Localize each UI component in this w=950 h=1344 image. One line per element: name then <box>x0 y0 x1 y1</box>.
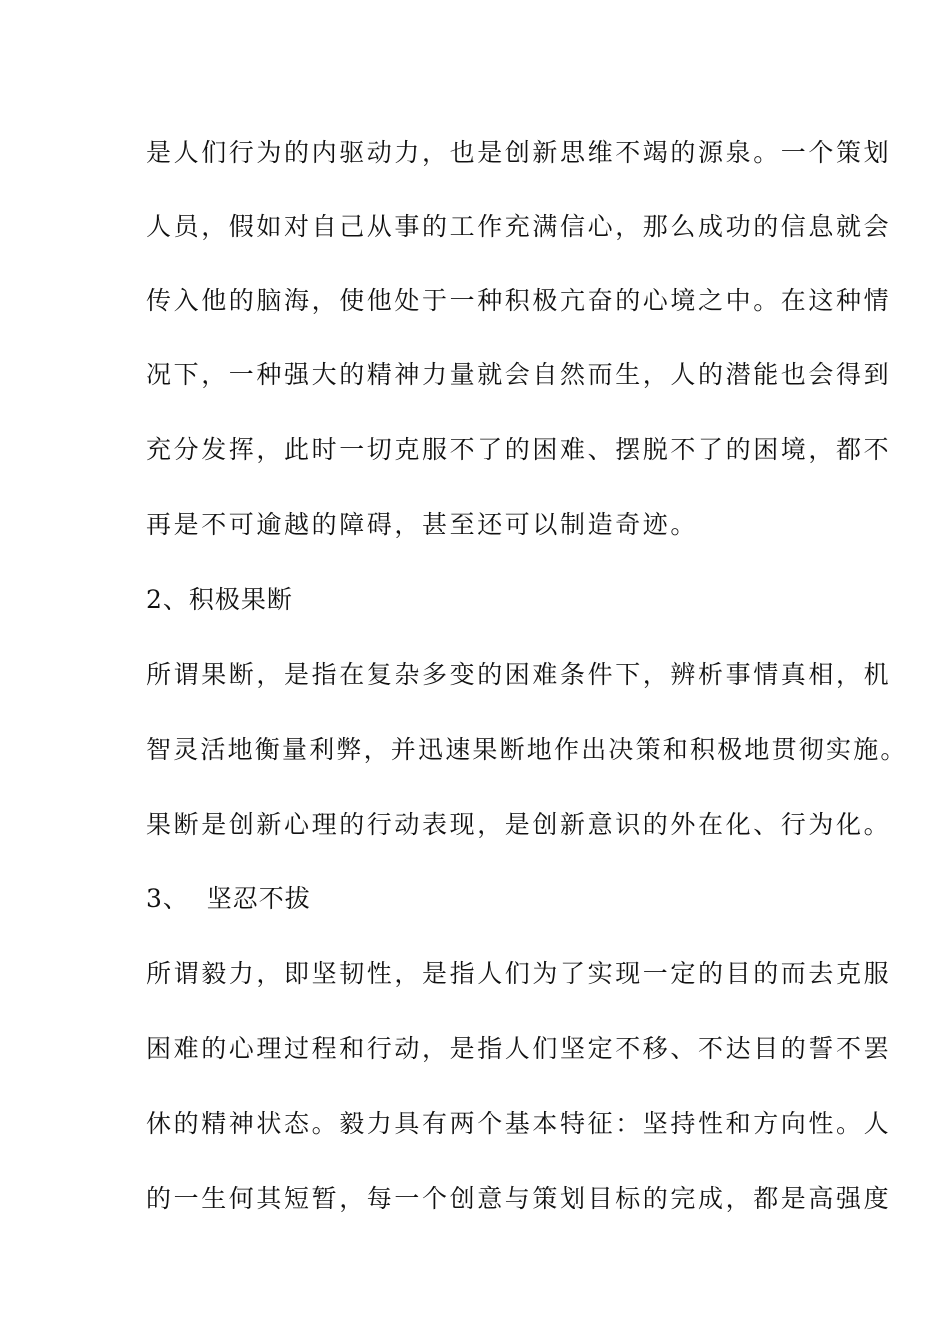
paragraph-line: 充分发挥，此时一切克服不了的困难、摆脱不了的困境，都不 <box>146 435 892 464</box>
paragraph-line: 所谓毅力，即坚韧性，是指人们为了实现一定的目的而去克服 <box>146 959 892 988</box>
paragraph-line: 智灵活地衡量利弊，并迅速果断地作出决策和积极地贯彻实施。 <box>146 735 908 764</box>
section-heading: 2、积极果断 <box>146 585 293 614</box>
paragraph-line: 的一生何其短暂，每一个创意与策划目标的完成，都是高强度 <box>146 1184 892 1213</box>
paragraph-line: 况下，一种强大的精神力量就会自然而生，人的潜能也会得到 <box>146 360 892 389</box>
paragraph-line: 所谓果断，是指在复杂多变的困难条件下，辨析事情真相，机 <box>146 660 892 689</box>
paragraph-line: 果断是创新心理的行动表现，是创新意识的外在化、行为化。 <box>146 810 892 839</box>
paragraph-line: 传入他的脑海，使他处于一种积极亢奋的心境之中。在这种情 <box>146 286 892 315</box>
paragraph-line: 是人们行为的内驱动力，也是创新思维不竭的源泉。一个策划 <box>146 138 892 167</box>
paragraph-line: 休的精神状态。毅力具有两个基本特征：坚持性和方向性。人 <box>146 1109 892 1138</box>
section-heading: 3、 坚忍不拔 <box>146 884 311 913</box>
paragraph-line: 困难的心理过程和行动，是指人们坚定不移、不达目的誓不罢 <box>146 1034 892 1063</box>
paragraph-line: 人员，假如对自己从事的工作充满信心，那么成功的信息就会 <box>146 212 892 241</box>
paragraph-line: 再是不可逾越的障碍，甚至还可以制造奇迹。 <box>146 510 699 539</box>
